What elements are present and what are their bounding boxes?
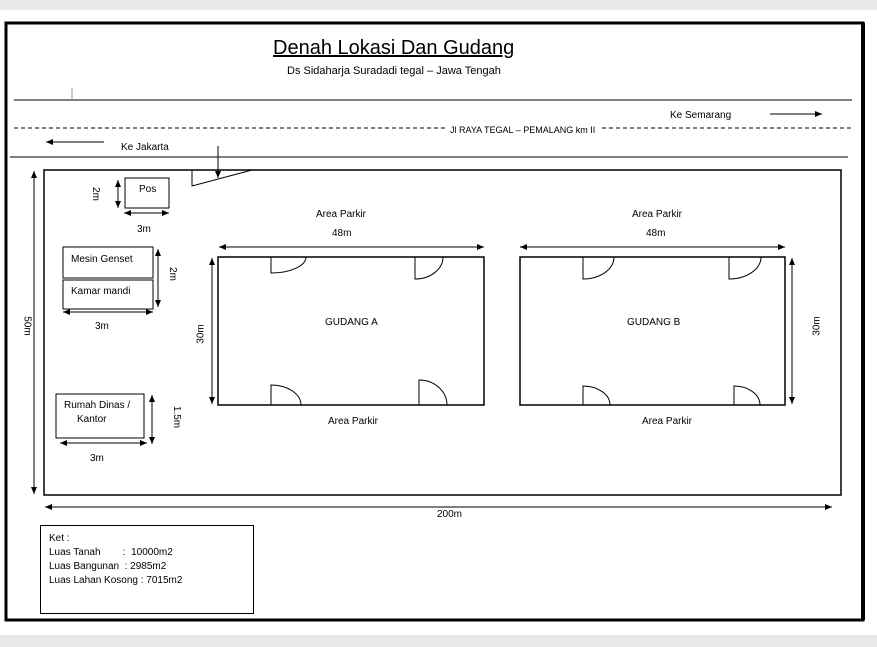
warehouse-a — [218, 257, 484, 405]
pos-width-label: 3m — [137, 224, 151, 235]
warehouse-b-depth-label: 30m — [811, 316, 823, 336]
legend-box — [40, 525, 254, 614]
legend-building-area: Luas Bangunan : 2985m2 — [49, 561, 167, 572]
pos-height-label: 2m — [89, 187, 101, 201]
pos-label: Pos — [139, 184, 157, 195]
to-jakarta-label: Ke Jakarta — [121, 142, 169, 150]
site-width-label: 200m — [437, 509, 463, 520]
warehouse-a-width-label: 48m — [332, 228, 352, 239]
genset-label: Mesin Genset — [71, 254, 133, 265]
genset-height-label: 2m — [166, 267, 178, 281]
warehouse-b — [520, 257, 785, 405]
parking-b-bottom-label: Area Parkir — [642, 416, 693, 427]
warehouse-b-width-label: 48m — [646, 228, 666, 239]
legend-heading: Ket : — [49, 533, 70, 544]
page-subtitle: Ds Sidaharja Suradadi tegal – Jawa Tengah — [287, 65, 501, 77]
parking-a-top-label: Area Parkir — [316, 209, 367, 220]
road-name-label: Jl RAYA TEGAL – PEMALANG km II — [446, 124, 599, 136]
legend-empty-area: Luas Lahan Kosong : 7015m2 — [49, 575, 183, 586]
warehouse-a-depth-label: 30m — [195, 324, 207, 344]
legend-land-area: Luas Tanah : 10000m2 — [49, 547, 173, 558]
bathroom-label: Kamar mandi — [71, 286, 131, 297]
to-semarang-label: Ke Semarang — [670, 110, 732, 121]
office-width-label: 3m — [90, 453, 104, 464]
parking-b-top-label: Area Parkir — [632, 209, 683, 220]
warehouse-a-label: GUDANG A — [325, 317, 378, 328]
parking-a-bottom-label: Area Parkir — [328, 416, 379, 427]
office-label-line2: Kantor — [77, 414, 107, 425]
genset-width-label: 3m — [95, 321, 109, 332]
office-height-label: 1.5m — [171, 405, 183, 429]
page-title: Denah Lokasi Dan Gudang — [273, 37, 515, 59]
warehouse-b-label: GUDANG B — [627, 317, 681, 328]
site-depth-label: 50m — [21, 316, 33, 336]
office-label-line1: Rumah Dinas / — [64, 400, 131, 411]
entrance-gate — [192, 170, 252, 186]
